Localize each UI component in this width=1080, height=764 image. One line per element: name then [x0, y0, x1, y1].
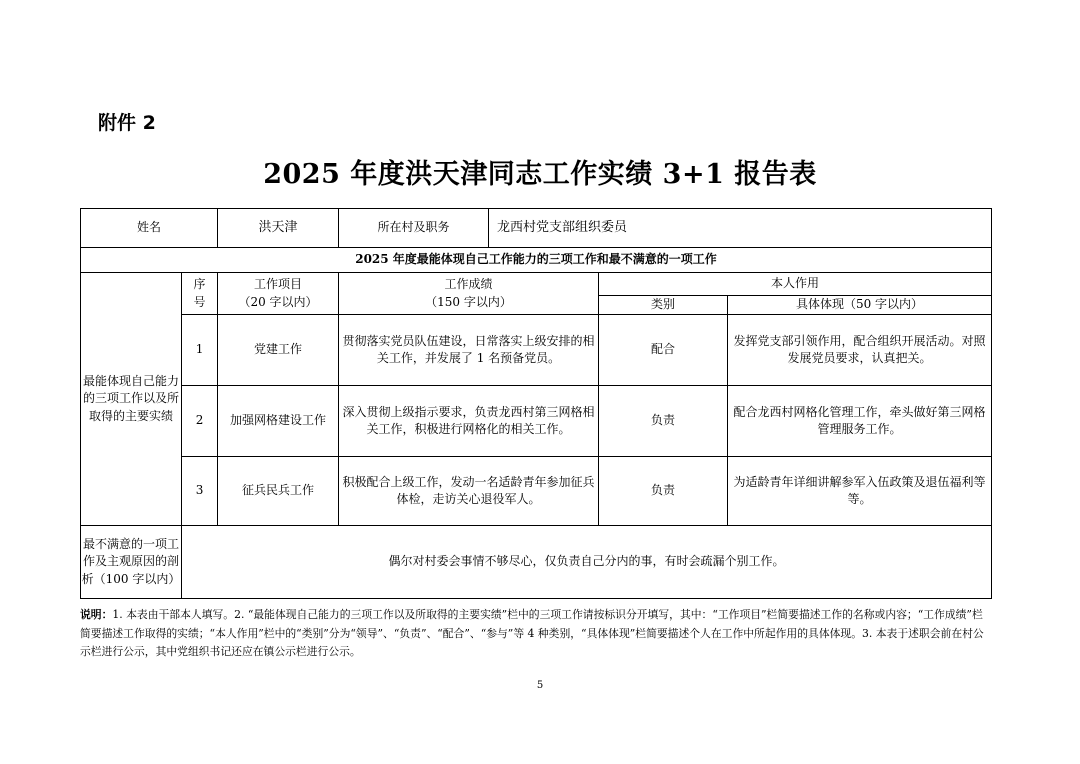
row-result: 深入贯彻上级指示要求，负责龙西村第三网格相关工作，积极进行网格化的相关工作。	[339, 386, 599, 457]
section-banner: 2025 年度最能体现自己工作能力的三项工作和最不满意的一项工作	[81, 248, 992, 273]
row-project: 加强网格建设工作	[218, 386, 339, 457]
report-table	[80, 208, 992, 599]
dissatisfied-row	[81, 526, 992, 599]
row-role-detail: 配合龙西村网格化管理工作，牵头做好第三网格管理服务工作。	[728, 386, 992, 457]
project-header-line2: （20 字以内）	[238, 294, 318, 309]
position-value: 龙西村党支部组织委员	[489, 209, 992, 248]
project-header	[218, 273, 339, 315]
role-type-header: 类别	[599, 296, 728, 315]
table-row	[81, 386, 992, 457]
seq-header	[182, 273, 218, 315]
achievements-label: 最能体现自己能力的三项工作以及所取得的主要实绩	[81, 273, 182, 526]
row-project: 征兵民兵工作	[218, 457, 339, 526]
row-seq: 1	[182, 315, 218, 386]
dissatisfied-label: 最不满意的一项工作及主观原因的剖析（100 字以内）	[81, 526, 182, 599]
page-title: 2025 年度洪天津同志工作实绩 3+1 报告表	[263, 159, 817, 190]
row-project: 党建工作	[218, 315, 339, 386]
result-header-line2: （150 字以内）	[425, 294, 512, 309]
row-role-type: 负责	[599, 457, 728, 526]
attachment-label: 附件 2	[98, 112, 156, 134]
dissatisfied-content: 偶尔对村委会事情不够尽心，仅负责自己分内的事，有时会疏漏个别工作。	[182, 526, 992, 599]
result-header	[339, 273, 599, 315]
footnote-text: 1. 本表由干部本人填写。2. “最能体现自己能力的三项工作以及所取得的主要实绩”栏中的三项工作请按标识分开填写，其中：“工作项目”栏简要描述工作的名称或内容；“工作成绩”栏简要描述工作取得的实绩；“本人作用”栏中的“类别”分为“领导”、“负责”、“配合”、“参与”等 4 种类别，“具体体现”栏简要描述个人在工作中所起作用的具体体现。3. 本表于述职会前在村公示栏进行公示，其中党组织书记还应在镇公示栏进行公示。	[80, 608, 984, 659]
row-role-type: 负责	[599, 386, 728, 457]
row-result: 贯彻落实党员队伍建设，日常落实上级安排的相关工作，并发展了 1 名预备党员。	[339, 315, 599, 386]
name-label: 姓名	[81, 209, 218, 248]
role-header: 本人作用	[599, 273, 992, 296]
seq-header-line1: 序	[193, 277, 206, 292]
page-number: 5	[536, 680, 544, 691]
row-role-detail: 发挥党支部引领作用，配合组织开展活动。对照发展党员要求，认真把关。	[728, 315, 992, 386]
name-value: 洪天津	[218, 209, 339, 248]
position-label: 所在村及职务	[339, 209, 489, 248]
project-header-line1: 工作项目	[254, 277, 303, 292]
header-row	[81, 273, 992, 296]
footnote-lead: 说明：	[80, 608, 113, 621]
footnote	[80, 606, 993, 662]
table-row	[81, 315, 992, 386]
role-detail-header: 具体体现（50 字以内）	[728, 296, 992, 315]
seq-header-line2: 号	[193, 294, 206, 309]
row-role-type: 配合	[599, 315, 728, 386]
row-seq: 3	[182, 457, 218, 526]
info-row	[81, 209, 992, 248]
row-result: 积极配合上级工作，发动一名适龄青年参加征兵体检，走访关心退役军人。	[339, 457, 599, 526]
table-row	[81, 457, 992, 526]
row-seq: 2	[182, 386, 218, 457]
section-banner-row	[81, 248, 992, 273]
row-role-detail: 为适龄青年详细讲解参军入伍政策及退伍福利等等。	[728, 457, 992, 526]
result-header-line1: 工作成绩	[444, 277, 493, 292]
